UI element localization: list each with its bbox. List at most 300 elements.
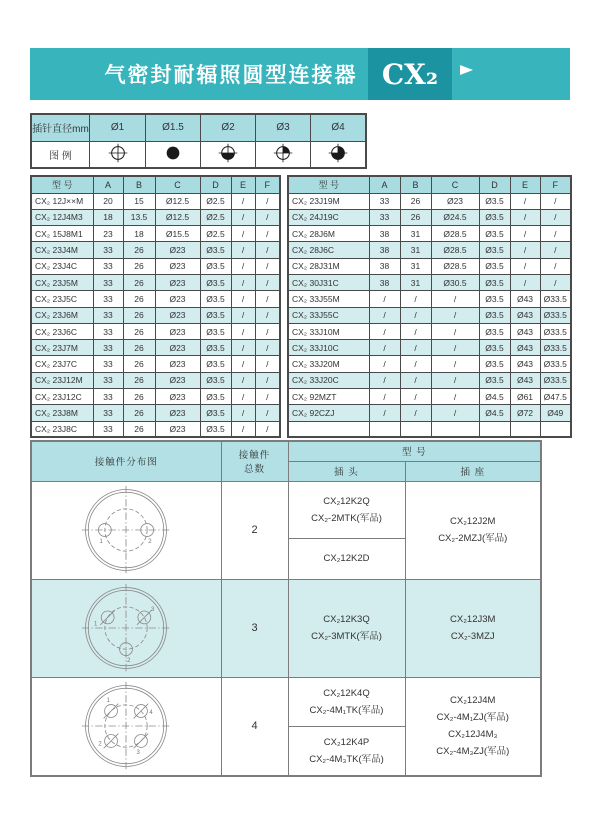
col-header-e: E — [231, 176, 255, 193]
value-cell: / — [231, 274, 255, 290]
value-cell: / — [400, 307, 431, 323]
value-cell: / — [231, 405, 255, 421]
value-cell: Ø33.5 — [540, 356, 571, 372]
contact-row-3pin — [31, 579, 541, 677]
value-cell: Ø3.5 — [200, 372, 231, 388]
value-cell: / — [231, 307, 255, 323]
table-row — [288, 209, 571, 225]
value-cell — [369, 421, 400, 437]
diameter-cell: Ø1.5 — [146, 114, 201, 141]
value-cell: / — [255, 323, 280, 339]
model-cell: CX₂ 33J10C — [288, 340, 369, 356]
pin-symbol-icon — [272, 142, 294, 167]
value-cell: Ø3.5 — [200, 291, 231, 307]
value-cell: Ø3.5 — [200, 258, 231, 274]
contact-diagram-2pin — [31, 481, 221, 579]
value-cell: / — [510, 193, 540, 209]
value-cell: Ø33.5 — [540, 323, 571, 339]
model-cell: CX₂ 23J6C — [31, 323, 93, 339]
value-cell: Ø3.5 — [479, 356, 510, 372]
value-cell: 18 — [93, 209, 123, 225]
value-cell: / — [255, 421, 280, 437]
col-header-plug: 插 头 — [288, 461, 405, 481]
col-header-e: E — [510, 176, 540, 193]
value-cell: Ø28.5 — [431, 258, 479, 274]
value-cell: Ø23 — [155, 372, 200, 388]
value-cell: / — [369, 340, 400, 356]
socket-cell-group — [406, 678, 541, 775]
value-cell: / — [431, 340, 479, 356]
value-cell: Ø3.5 — [200, 340, 231, 356]
value-cell: / — [540, 242, 571, 258]
col-header-count — [221, 441, 288, 481]
value-cell: 31 — [400, 274, 431, 290]
model-cell: CX₂ 23J4M — [31, 242, 93, 258]
socket-cell-group — [406, 482, 541, 579]
value-cell: 26 — [123, 421, 155, 437]
table-row — [31, 226, 280, 242]
value-cell: / — [431, 307, 479, 323]
value-cell: / — [540, 258, 571, 274]
contact-header-row-1 — [31, 441, 541, 461]
model-cell: CX₂ 23J5C — [31, 291, 93, 307]
model-text: CX₂-4M₃TK(军品) — [309, 753, 384, 765]
value-cell: Ø3.5 — [479, 291, 510, 307]
value-cell — [510, 421, 540, 437]
table-row — [31, 421, 280, 437]
table-row — [288, 307, 571, 323]
value-cell: 38 — [369, 258, 400, 274]
value-cell: 33 — [93, 274, 123, 290]
diameter-cell: Ø4 — [311, 114, 367, 141]
value-cell: Ø23 — [155, 389, 200, 405]
col-header-socket: 插 座 — [405, 461, 541, 481]
table-row — [288, 389, 571, 405]
value-cell: / — [431, 291, 479, 307]
value-cell: 33 — [93, 405, 123, 421]
arrow-right-icon — [460, 65, 473, 75]
value-cell: 33 — [93, 258, 123, 274]
col-header-a: A — [93, 176, 123, 193]
value-cell: / — [231, 340, 255, 356]
value-cell: / — [369, 356, 400, 372]
value-cell: 33 — [93, 340, 123, 356]
col-header-f: F — [540, 176, 571, 193]
legend-cell — [90, 141, 146, 168]
value-cell: Ø3.5 — [479, 340, 510, 356]
model-cell: CX₂ 30J31C — [288, 274, 369, 290]
col-header-model-group: 型 号 — [288, 441, 541, 461]
model-cell: CX₂ 33J10M — [288, 323, 369, 339]
value-cell: 33 — [93, 323, 123, 339]
value-cell: 26 — [123, 356, 155, 372]
value-cell: / — [231, 193, 255, 209]
value-cell: 26 — [123, 258, 155, 274]
value-cell: / — [369, 307, 400, 323]
value-cell — [540, 421, 571, 437]
plug-models-cell — [288, 481, 405, 579]
value-cell: / — [255, 405, 280, 421]
model-cell: CX₂ 92CZJ — [288, 405, 369, 421]
table-row — [288, 258, 571, 274]
value-cell: 33 — [93, 421, 123, 437]
value-cell: Ø23 — [155, 340, 200, 356]
contact-count: 3 — [221, 579, 288, 677]
value-cell: / — [400, 405, 431, 421]
table-row — [288, 340, 571, 356]
table-row — [31, 323, 280, 339]
value-cell: Ø3.5 — [479, 226, 510, 242]
value-cell: Ø3.5 — [479, 274, 510, 290]
legend-cell — [256, 141, 311, 168]
value-cell: 26 — [400, 209, 431, 225]
model-cell: CX₂ 33J20M — [288, 356, 369, 372]
plug-model-subcell — [289, 580, 405, 677]
value-cell: 33 — [93, 291, 123, 307]
table-row — [31, 291, 280, 307]
value-cell: / — [400, 356, 431, 372]
value-cell: Ø61 — [510, 389, 540, 405]
model-text: CX₂-4M₁TK(军品) — [309, 704, 384, 716]
value-cell: 33 — [93, 242, 123, 258]
value-cell: / — [510, 209, 540, 225]
value-cell: Ø23 — [155, 242, 200, 258]
plug-cell-group — [289, 482, 405, 579]
svg-text:1: 1 — [106, 698, 111, 705]
value-cell — [479, 421, 510, 437]
pin-diameter-table — [30, 113, 367, 169]
value-cell: Ø3.5 — [479, 258, 510, 274]
plug-model-subcell — [289, 538, 405, 579]
model-text: CX₂-2MTK(军品) — [311, 512, 382, 524]
value-cell: 33 — [369, 209, 400, 225]
value-cell: Ø49 — [540, 405, 571, 421]
value-cell: Ø43 — [510, 307, 540, 323]
col-header-c: C — [431, 176, 479, 193]
diameter-cell: Ø2 — [201, 114, 256, 141]
model-cell: CX₂ 24J19C — [288, 209, 369, 225]
value-cell: Ø43 — [510, 291, 540, 307]
value-cell: Ø3.5 — [479, 193, 510, 209]
value-cell: Ø23 — [155, 307, 200, 323]
table-row — [31, 307, 280, 323]
value-cell: / — [431, 389, 479, 405]
value-cell: / — [255, 307, 280, 323]
model-cell: CX₂ 23J12C — [31, 389, 93, 405]
value-cell: / — [255, 291, 280, 307]
value-cell: 26 — [123, 291, 155, 307]
socket-models-cell — [405, 481, 541, 579]
value-cell: / — [255, 274, 280, 290]
table-row — [288, 242, 571, 258]
value-cell: 26 — [123, 323, 155, 339]
svg-text:2: 2 — [98, 741, 102, 748]
value-cell: Ø12.5 — [155, 193, 200, 209]
value-cell: / — [510, 274, 540, 290]
svg-text:1: 1 — [99, 538, 104, 545]
svg-text:2: 2 — [148, 538, 152, 545]
value-cell: 15 — [123, 193, 155, 209]
header-band — [30, 48, 570, 100]
value-cell: / — [255, 356, 280, 372]
value-cell: 31 — [400, 258, 431, 274]
table-row — [31, 258, 280, 274]
value-cell: 26 — [123, 372, 155, 388]
svg-text:3: 3 — [151, 606, 155, 613]
pin-symbol-icon — [107, 142, 129, 167]
value-cell: Ø3.5 — [200, 307, 231, 323]
value-cell: / — [369, 372, 400, 388]
value-cell: Ø23 — [155, 356, 200, 372]
model-cell: CX₂ 28J31M — [288, 258, 369, 274]
table-row — [31, 242, 280, 258]
value-cell: Ø3.5 — [200, 356, 231, 372]
value-cell: / — [231, 291, 255, 307]
value-cell: 38 — [369, 242, 400, 258]
model-cell: CX₂ 28J6C — [288, 242, 369, 258]
contact-table — [30, 440, 542, 777]
value-cell: Ø3.5 — [200, 274, 231, 290]
col-header-b: B — [400, 176, 431, 193]
model-text: CX₂12K2Q — [323, 495, 370, 507]
contact-count: 4 — [221, 677, 288, 776]
value-cell: Ø24.5 — [431, 209, 479, 225]
value-cell: Ø3.5 — [479, 372, 510, 388]
value-cell: Ø4.5 — [479, 405, 510, 421]
socket-cell-group — [406, 580, 541, 677]
value-cell: Ø33.5 — [540, 307, 571, 323]
value-cell: / — [231, 372, 255, 388]
table-row — [31, 193, 280, 209]
value-cell: / — [369, 291, 400, 307]
model-text: CX₂12K3Q — [323, 614, 370, 625]
value-cell: / — [540, 274, 571, 290]
value-cell — [431, 421, 479, 437]
value-cell: / — [255, 209, 280, 225]
value-cell: Ø43 — [510, 340, 540, 356]
value-cell: / — [255, 389, 280, 405]
table-row — [288, 226, 571, 242]
value-cell: / — [431, 372, 479, 388]
value-cell: 26 — [123, 389, 155, 405]
value-cell: 26 — [123, 242, 155, 258]
value-cell: 38 — [369, 226, 400, 242]
value-cell: Ø3.5 — [200, 421, 231, 437]
model-cell: CX₂ 23J5M — [31, 274, 93, 290]
table-row — [288, 372, 571, 388]
plug-model-subcell — [289, 482, 405, 539]
value-cell: 31 — [400, 242, 431, 258]
value-cell: / — [431, 405, 479, 421]
pin-symbol-icon — [162, 142, 184, 167]
count-header-line1: 接触件 — [238, 450, 271, 462]
table-row — [31, 356, 280, 372]
model-text: CX₂12K4Q — [323, 687, 370, 699]
value-cell: Ø28.5 — [431, 226, 479, 242]
value-cell: 13.5 — [123, 209, 155, 225]
value-cell: Ø28.5 — [431, 242, 479, 258]
value-cell: Ø30.5 — [431, 274, 479, 290]
model-cell: CX₂ 23J8C — [31, 421, 93, 437]
value-cell: / — [369, 405, 400, 421]
value-cell: 20 — [93, 193, 123, 209]
table-row — [288, 274, 571, 290]
value-cell: Ø23 — [431, 193, 479, 209]
table-row — [288, 421, 571, 437]
table-row — [31, 340, 280, 356]
value-cell: 33 — [93, 372, 123, 388]
model-cell: CX₂ 23J8M — [31, 405, 93, 421]
model-cell: CX₂ 23J7C — [31, 356, 93, 372]
value-cell: Ø23 — [155, 421, 200, 437]
value-cell: Ø3.5 — [200, 323, 231, 339]
value-cell: / — [231, 209, 255, 225]
table-row — [31, 209, 280, 225]
model-badge: CX₂ — [368, 48, 452, 100]
socket-models-cell — [405, 579, 541, 677]
value-cell: / — [540, 209, 571, 225]
model-text: CX₂-4M₁ZJ(军品) — [436, 712, 509, 724]
model-cell: CX₂ 12J××M — [31, 193, 93, 209]
value-cell: / — [231, 242, 255, 258]
value-cell: 33 — [93, 389, 123, 405]
value-cell: 26 — [123, 307, 155, 323]
col-header-model: 型 号 — [31, 176, 93, 193]
table-row — [31, 274, 280, 290]
value-cell: / — [510, 226, 540, 242]
value-cell: / — [431, 323, 479, 339]
legend-cell — [201, 141, 256, 168]
value-cell: 38 — [369, 274, 400, 290]
model-cell: CX₂ 23J7M — [31, 340, 93, 356]
col-header-model: 型 号 — [288, 176, 369, 193]
diameter-cell: Ø3 — [256, 114, 311, 141]
value-cell: / — [400, 389, 431, 405]
model-text: CX₂12J4M — [450, 695, 496, 707]
value-cell: Ø23 — [155, 291, 200, 307]
value-cell: / — [369, 389, 400, 405]
model-cell: CX₂ 23J4C — [31, 258, 93, 274]
pin-symbol-icon — [327, 142, 349, 167]
value-cell: / — [400, 372, 431, 388]
value-cell: / — [231, 226, 255, 242]
value-cell: / — [231, 389, 255, 405]
plug-models-cell — [288, 677, 405, 776]
svg-text:1: 1 — [94, 621, 98, 628]
model-cell — [288, 421, 369, 437]
value-cell: / — [255, 242, 280, 258]
col-header-d: D — [479, 176, 510, 193]
legend-label: 图 例 — [31, 141, 90, 168]
value-cell: Ø33.5 — [540, 372, 571, 388]
pin-diameter-label: 插针直径mm — [31, 114, 90, 141]
diameter-cell: Ø1 — [90, 114, 146, 141]
model-text: CX₂-3MZJ — [450, 631, 495, 642]
table-row — [288, 323, 571, 339]
value-cell: / — [369, 323, 400, 339]
value-cell: Ø3.5 — [200, 405, 231, 421]
col-header-b: B — [123, 176, 155, 193]
value-cell: 33 — [93, 356, 123, 372]
table-row — [31, 372, 280, 388]
value-cell: / — [231, 258, 255, 274]
model-text: CX₂-2MZJ(军品) — [438, 533, 508, 544]
value-cell: Ø3.5 — [200, 389, 231, 405]
contact-count: 2 — [221, 481, 288, 579]
contact-diagram-4pin — [31, 677, 221, 776]
value-cell: Ø4.5 — [479, 389, 510, 405]
legend-cell — [146, 141, 201, 168]
model-cell: CX₂ 92MZT — [288, 389, 369, 405]
spec-header-row — [31, 176, 280, 193]
value-cell: / — [255, 340, 280, 356]
col-header-c: C — [155, 176, 200, 193]
model-text: CX₂-4M₃ZJ(军品) — [436, 746, 510, 758]
value-cell: / — [400, 323, 431, 339]
value-cell: / — [400, 340, 431, 356]
value-cell: Ø2.5 — [200, 193, 231, 209]
value-cell: Ø43 — [510, 372, 540, 388]
value-cell: Ø33.5 — [540, 340, 571, 356]
table-row — [31, 389, 280, 405]
legend-cell — [311, 141, 367, 168]
value-cell: Ø3.5 — [479, 242, 510, 258]
value-cell — [400, 421, 431, 437]
value-cell: 26 — [123, 274, 155, 290]
spec-table-left — [30, 175, 281, 438]
value-cell: / — [255, 193, 280, 209]
col-header-f: F — [255, 176, 280, 193]
table-row — [288, 193, 571, 209]
table-row — [288, 405, 571, 421]
value-cell: Ø72 — [510, 405, 540, 421]
value-cell: Ø3.5 — [479, 307, 510, 323]
spec-table-right — [287, 175, 572, 438]
model-cell: CX₂ 15J8M1 — [31, 226, 93, 242]
value-cell: Ø43 — [510, 323, 540, 339]
plug-cell-group — [289, 580, 405, 677]
page-title: 气密封耐辐照圆型连接器 — [104, 64, 358, 87]
model-cell: CX₂ 33J55C — [288, 307, 369, 323]
value-cell: / — [231, 356, 255, 372]
table-row — [288, 356, 571, 372]
col-header-diagram: 接触件分布图 — [31, 441, 221, 481]
value-cell: Ø3.5 — [479, 323, 510, 339]
model-text: CX₂12K2D — [323, 553, 370, 565]
value-cell: Ø43 — [510, 356, 540, 372]
contact-diagram-3pin — [31, 579, 221, 677]
value-cell: 26 — [123, 405, 155, 421]
model-cell: CX₂ 23J12M — [31, 372, 93, 388]
value-cell: 23 — [93, 226, 123, 242]
value-cell: Ø3.5 — [200, 242, 231, 258]
model-text: CX₂-3MTK(军品) — [311, 631, 382, 642]
value-cell: Ø2.5 — [200, 226, 231, 242]
value-cell: Ø23 — [155, 258, 200, 274]
value-cell: Ø47.5 — [540, 389, 571, 405]
value-cell: / — [255, 258, 280, 274]
value-cell: 31 — [400, 226, 431, 242]
model-text: CX₂12J3M — [450, 614, 496, 625]
plug-cell-group — [289, 678, 405, 775]
pin-symbol-icon — [217, 142, 239, 167]
value-cell: / — [255, 226, 280, 242]
model-cell: CX₂ 28J6M — [288, 226, 369, 242]
value-cell: 26 — [400, 193, 431, 209]
plug-models-cell — [288, 579, 405, 677]
value-cell: / — [231, 323, 255, 339]
value-cell: 26 — [123, 340, 155, 356]
